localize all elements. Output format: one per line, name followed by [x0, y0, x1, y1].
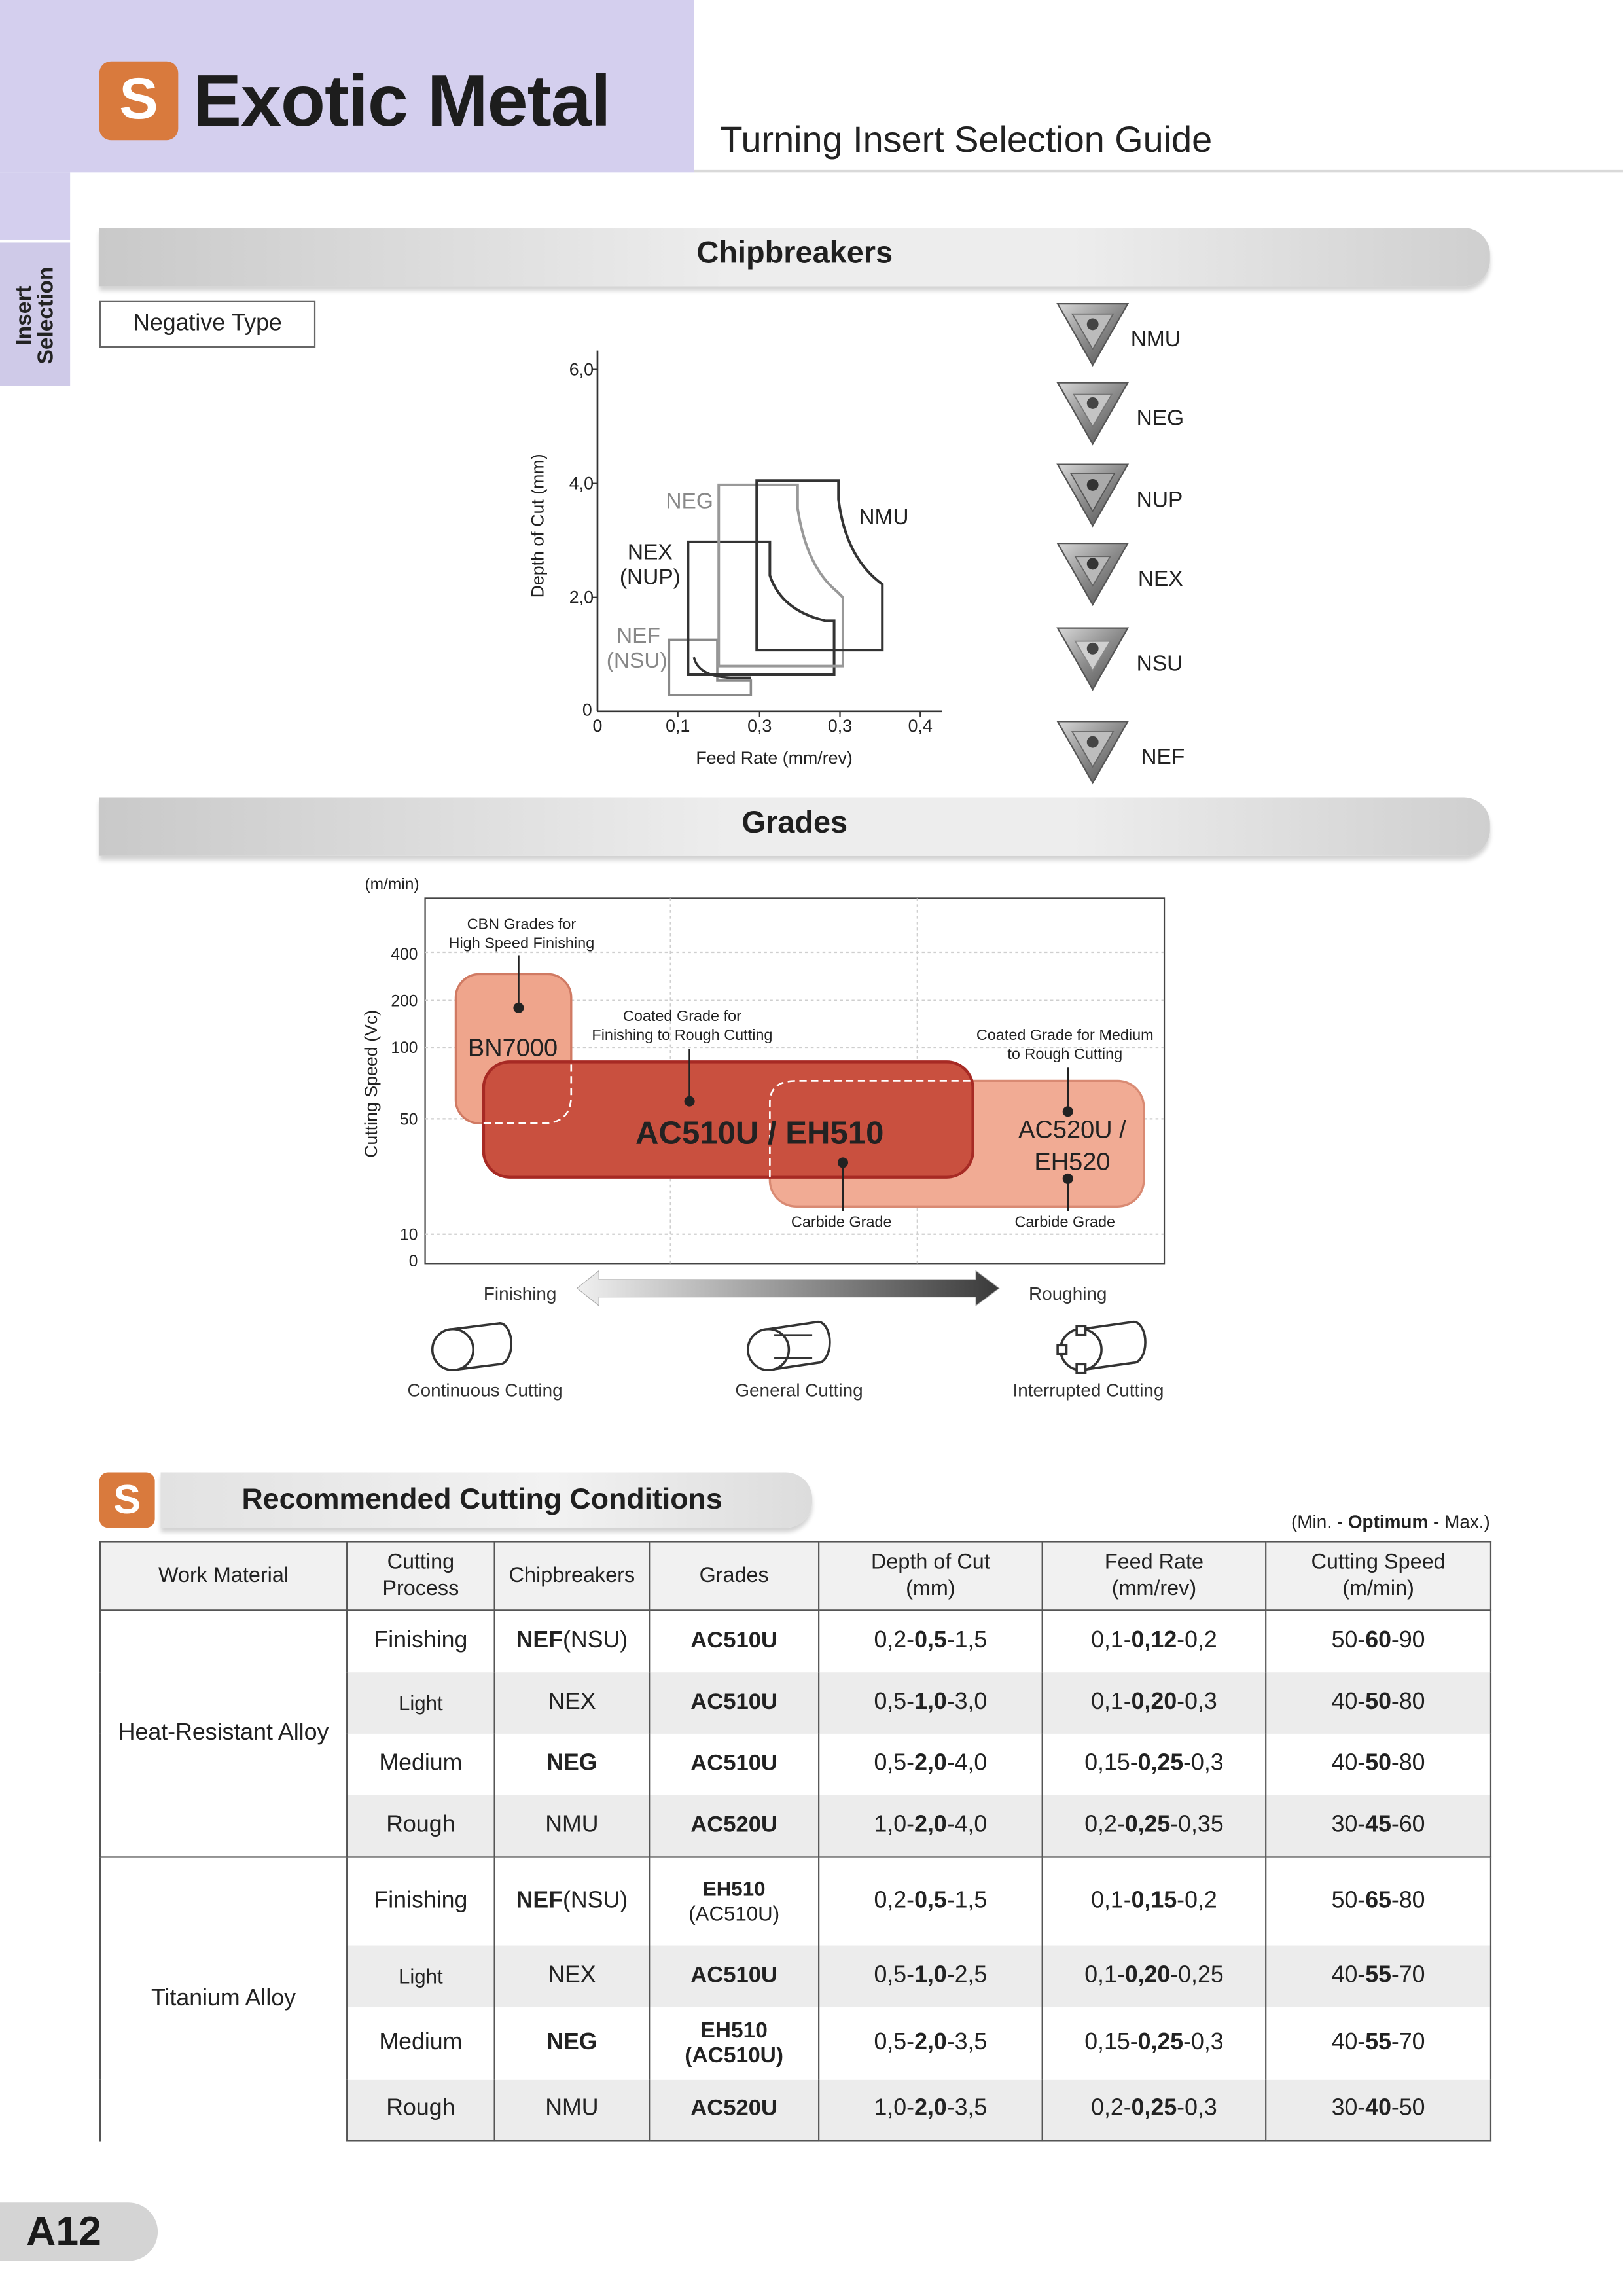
finishing-roughing-arrow [577, 1270, 999, 1306]
label-bn7000: BN7000 [467, 1034, 558, 1062]
header-text: Feed Rate [1104, 1551, 1204, 1575]
max-value: -0,2 [1177, 1888, 1217, 1913]
header-chipbreakers: Chipbreakers [495, 1541, 650, 1610]
insert-label: NSU [1136, 651, 1183, 676]
header-text: Cutting [387, 1551, 455, 1575]
header-text: (mm) [906, 1577, 955, 1601]
feed-cell [1043, 2006, 1266, 2079]
min-value: 0,5- [874, 1689, 915, 1714]
callout-text: to Rough Cutting [1007, 1045, 1123, 1062]
chipbreaker-cell: NEG [495, 2006, 650, 2079]
process-cell: Rough [347, 2079, 494, 2141]
opt-value: 0,25 [1131, 2096, 1177, 2121]
max-value: -0,35 [1170, 1812, 1224, 1837]
callout-text: Finishing to Rough Cutting [592, 1026, 773, 1043]
label-ac520u: AC520U / [1018, 1116, 1126, 1144]
y-tick-label: 4,0 [569, 473, 594, 493]
speed-cell [1266, 1672, 1491, 1733]
y-axis-label: Depth of Cut (mm) [527, 454, 548, 598]
label-eh520: EH520 [1034, 1148, 1111, 1176]
callout-text: Coated Grade for Medium [976, 1026, 1154, 1043]
max-value: -0,3 [1177, 1689, 1217, 1714]
x-tick-label: 0,3 [827, 716, 853, 736]
table-row [100, 1610, 1491, 1672]
table-header-row [100, 1541, 1491, 1610]
min-value: 0,2- [1084, 1812, 1125, 1837]
min-value: 0,15- [1084, 2029, 1138, 2054]
opt-value: 65 [1365, 1888, 1391, 1913]
doc-cell [819, 1945, 1043, 2006]
cb-alt: (NSU) [563, 1628, 628, 1653]
doc-cell [819, 1610, 1043, 1672]
max-value: -80 [1391, 1689, 1425, 1714]
header-text: Process [382, 1577, 459, 1601]
max-value: -0,3 [1177, 2096, 1217, 2121]
label-nsu: (NSU) [606, 648, 668, 673]
speed-cell [1266, 1610, 1491, 1672]
x-tick-label: 0,3 [747, 716, 772, 736]
header-cutting-speed [1266, 1541, 1491, 1610]
grade-main: EH510 [702, 1876, 766, 1900]
insert-label: NEG [1136, 406, 1185, 431]
grade-cell: AC510U [649, 1672, 819, 1733]
negative-type-label: Negative Type [99, 301, 315, 348]
header-text: (mm/rev) [1111, 1577, 1197, 1601]
max-value: -3,0 [946, 1689, 988, 1714]
grade-cell [649, 1857, 819, 1945]
max-value: -0,3 [1183, 1750, 1224, 1776]
feed-cell [1043, 1857, 1266, 1945]
grade-alt: (AC510U) [688, 1901, 780, 1925]
process-cell: Light [347, 1672, 494, 1733]
doc-cell [819, 2006, 1043, 2079]
min-value: 0,15- [1084, 1750, 1138, 1776]
min-value: 40- [1331, 1689, 1366, 1714]
header-text: (m/min) [1342, 1577, 1414, 1601]
y-tick-label: 200 [391, 992, 418, 1011]
header-depth-of-cut [819, 1541, 1043, 1610]
min-value: 0,1- [1091, 1628, 1132, 1653]
grade-cell: AC520U [649, 1795, 819, 1857]
opt-value: 60 [1365, 1628, 1391, 1653]
doc-cell [819, 1672, 1043, 1733]
header-text: Depth of Cut [871, 1551, 990, 1575]
opt-value: 0,5 [914, 1888, 947, 1913]
speed-cell [1266, 1857, 1491, 1945]
opt-value: 0,5 [914, 1628, 947, 1653]
unit-label: (m/min) [365, 876, 419, 894]
grade-cell: AC510U [649, 1733, 819, 1795]
min-value: 30- [1331, 1812, 1366, 1837]
grades-section-title: Grades [741, 806, 848, 840]
x-tick-label: 0,1 [666, 716, 690, 736]
conditions-legend-note [1257, 1512, 1490, 1532]
callout-text: Carbide Grade [791, 1213, 892, 1230]
min-value: 30- [1331, 2096, 1366, 2121]
opt-value: 1,0 [914, 1689, 947, 1714]
doc-cell [819, 2079, 1043, 2141]
chipbreaker-cell: NMU [495, 2079, 650, 2141]
opt-value: 40 [1365, 2096, 1391, 2121]
grade-cell: AC510U [649, 1610, 819, 1672]
x-tick-label: 0 [592, 716, 603, 736]
y-axis-label: Cutting Speed (Vc) [361, 1009, 381, 1158]
chipbreaker-cell: NEG [495, 1733, 650, 1795]
cb-main: NEF [516, 1628, 563, 1653]
y-tick-label: 10 [400, 1226, 418, 1244]
opt-value: 2,0 [914, 1812, 947, 1837]
max-value: -3,5 [946, 2029, 988, 2054]
opt-value: 0,20 [1124, 1962, 1171, 1988]
min-value: 0,5- [874, 2029, 915, 2054]
header-feed-rate [1043, 1541, 1266, 1610]
min-value: 1,0- [874, 1812, 915, 1837]
feed-cell [1043, 1795, 1266, 1857]
conditions-section-title: Recommended Cutting Conditions [241, 1484, 722, 1516]
max-value: -50 [1391, 2096, 1425, 2121]
page-title: Exotic Metal [192, 60, 611, 142]
cb-main: NEF [516, 1888, 563, 1913]
opt-value: 2,0 [914, 2029, 947, 2054]
grade-cell: AC520U [649, 2079, 819, 2141]
label-nup: (NUP) [619, 565, 681, 590]
min-value: 40- [1331, 2029, 1366, 2054]
y-tick-label: 2,0 [569, 587, 594, 607]
header-text: Cutting Speed [1311, 1551, 1446, 1575]
min-value: 0,1- [1084, 1962, 1125, 1988]
note-bold: Optimum [1347, 1511, 1429, 1532]
header-work-material: Work Material [100, 1541, 347, 1610]
opt-value: 0,25 [1137, 2029, 1184, 2054]
roughing-label: Roughing [1029, 1283, 1107, 1304]
y-tick-label: 100 [391, 1039, 418, 1057]
insert-label: NMU [1130, 327, 1181, 351]
chipbreaker-cell [495, 1672, 650, 1733]
callout-text: Coated Grade for [622, 1007, 741, 1024]
chipbreaker-cell: NMU [495, 1795, 650, 1857]
doc-cell [819, 1733, 1043, 1795]
label-nmu: NMU [859, 505, 909, 530]
cb-main: NEX [548, 1689, 596, 1714]
chipbreaker-cell [495, 1610, 650, 1672]
opt-value: 50 [1365, 1750, 1391, 1776]
opt-value: 55 [1365, 2029, 1391, 2054]
finishing-label: Finishing [483, 1283, 557, 1304]
insert-label: NEF [1141, 745, 1185, 770]
doc-cell [819, 1857, 1043, 1945]
callout-text: Carbide Grade [1014, 1213, 1116, 1230]
min-value: 0,2- [874, 1628, 915, 1653]
insert-label: NEX [1137, 566, 1183, 591]
cutting-type-label: Interrupted Cutting [1012, 1380, 1164, 1401]
max-value: -60 [1391, 1812, 1425, 1837]
feed-cell [1043, 1945, 1266, 2006]
continuous-cutting-icon [433, 1323, 512, 1370]
cutting-type-label: General Cutting [735, 1380, 863, 1401]
interrupted-cutting-icon [1058, 1322, 1145, 1373]
opt-value: 0,15 [1131, 1888, 1177, 1913]
min-value: 40- [1331, 1750, 1366, 1776]
min-value: 1,0- [874, 2096, 915, 2121]
grade-main: EH510 [700, 2017, 768, 2043]
speed-cell [1266, 2006, 1491, 2079]
max-value: -0,2 [1177, 1628, 1217, 1653]
s-logo-icon: S [99, 62, 179, 141]
speed-cell [1266, 1733, 1491, 1795]
note-text: (Min. - [1291, 1511, 1348, 1532]
min-value: 50- [1331, 1888, 1366, 1913]
cutting-type-label: Continuous Cutting [407, 1380, 563, 1401]
grade-alt: (AC510U) [685, 2042, 784, 2068]
min-value: 0,5- [874, 1750, 915, 1776]
feed-cell [1043, 1733, 1266, 1795]
max-value: -0,3 [1183, 2029, 1224, 2054]
label-neg: NEG [666, 489, 713, 514]
opt-value: 0,12 [1131, 1628, 1177, 1653]
work-material-cell: Heat-Resistant Alloy [100, 1610, 347, 1857]
callout-text: CBN Grades for [467, 915, 577, 933]
note-text: - Max.) [1428, 1511, 1490, 1532]
max-value: -2,5 [946, 1962, 988, 1988]
opt-value: 0,25 [1137, 1750, 1184, 1776]
side-tab-label: Insert Selection [11, 266, 59, 365]
x-axis-label: Feed Rate (mm/rev) [696, 748, 853, 768]
max-value: -1,5 [946, 1628, 988, 1653]
opt-value: 45 [1365, 1812, 1391, 1837]
min-value: 0,2- [874, 1888, 915, 1913]
grade-cell: AC510U [649, 1945, 819, 2006]
x-tick-label: 0,4 [908, 716, 933, 736]
label-nef: NEF [616, 623, 660, 648]
s-logo-icon: S [99, 1472, 155, 1528]
y-tick-label: 0 [408, 1252, 418, 1270]
feed-cell [1043, 1610, 1266, 1672]
feed-cell [1043, 2079, 1266, 2141]
opt-value: 50 [1365, 1689, 1391, 1714]
chipbreaker-cell: NEX [495, 1945, 650, 2006]
max-value: -80 [1391, 1888, 1425, 1913]
max-value: -70 [1391, 2029, 1425, 2054]
opt-value: 2,0 [914, 1750, 947, 1776]
min-value: 0,2- [1091, 2096, 1132, 2121]
process-cell: Rough [347, 1795, 494, 1857]
cb-alt: (NSU) [563, 1888, 628, 1913]
general-cutting-icon [748, 1322, 830, 1371]
table-row [100, 1857, 1491, 1945]
page-number: A12 [26, 2208, 101, 2254]
callout-text: High Speed Finishing [448, 934, 595, 952]
chipbreakers-section-title: Chipbreakers [696, 236, 893, 270]
opt-value: 1,0 [914, 1962, 947, 1988]
min-value: 0,5- [874, 1962, 915, 1988]
speed-cell [1266, 2079, 1491, 2141]
min-value: 0,1- [1091, 1888, 1132, 1913]
grade-cell [649, 2006, 819, 2079]
header-grades: Grades [649, 1541, 819, 1610]
min-value: 50- [1331, 1628, 1366, 1653]
opt-value: 55 [1365, 1962, 1391, 1988]
page-subtitle: Turning Insert Selection Guide [720, 119, 1213, 161]
opt-value: 2,0 [914, 2096, 947, 2121]
max-value: -1,5 [946, 1888, 988, 1913]
process-cell: Finishing [347, 1610, 494, 1672]
max-value: -90 [1391, 1628, 1425, 1653]
max-value: -80 [1391, 1750, 1425, 1776]
opt-value: 0,20 [1131, 1689, 1177, 1714]
speed-cell [1266, 1945, 1491, 2006]
max-value: -70 [1391, 1962, 1425, 1988]
opt-value: 0,25 [1124, 1812, 1171, 1837]
process-cell: Medium [347, 1733, 494, 1795]
header-cutting-process [347, 1541, 494, 1610]
y-tick-label: 6,0 [569, 359, 594, 380]
feed-cell [1043, 1672, 1266, 1733]
cutting-conditions-table [99, 1541, 1491, 2141]
min-value: 40- [1331, 1962, 1366, 1988]
max-value: -4,0 [946, 1750, 988, 1776]
insert-label: NUP [1136, 488, 1183, 512]
process-cell: Medium [347, 2006, 494, 2079]
process-cell: Light [347, 1945, 494, 2006]
speed-cell [1266, 1795, 1491, 1857]
max-value: -3,5 [946, 2096, 988, 2121]
max-value: -0,25 [1170, 1962, 1224, 1988]
label-nex: NEX [627, 540, 673, 565]
doc-cell [819, 1795, 1043, 1857]
y-tick-label: 0 [582, 700, 592, 720]
process-cell: Finishing [347, 1857, 494, 1945]
y-tick-label: 50 [400, 1111, 418, 1129]
min-value: 0,1- [1091, 1689, 1132, 1714]
y-tick-label: 400 [391, 946, 418, 964]
work-material-cell: Titanium Alloy [100, 1857, 347, 2140]
label-ac510u: AC510U / EH510 [635, 1115, 884, 1151]
chipbreaker-cell [495, 1857, 650, 1945]
max-value: -4,0 [946, 1812, 988, 1837]
